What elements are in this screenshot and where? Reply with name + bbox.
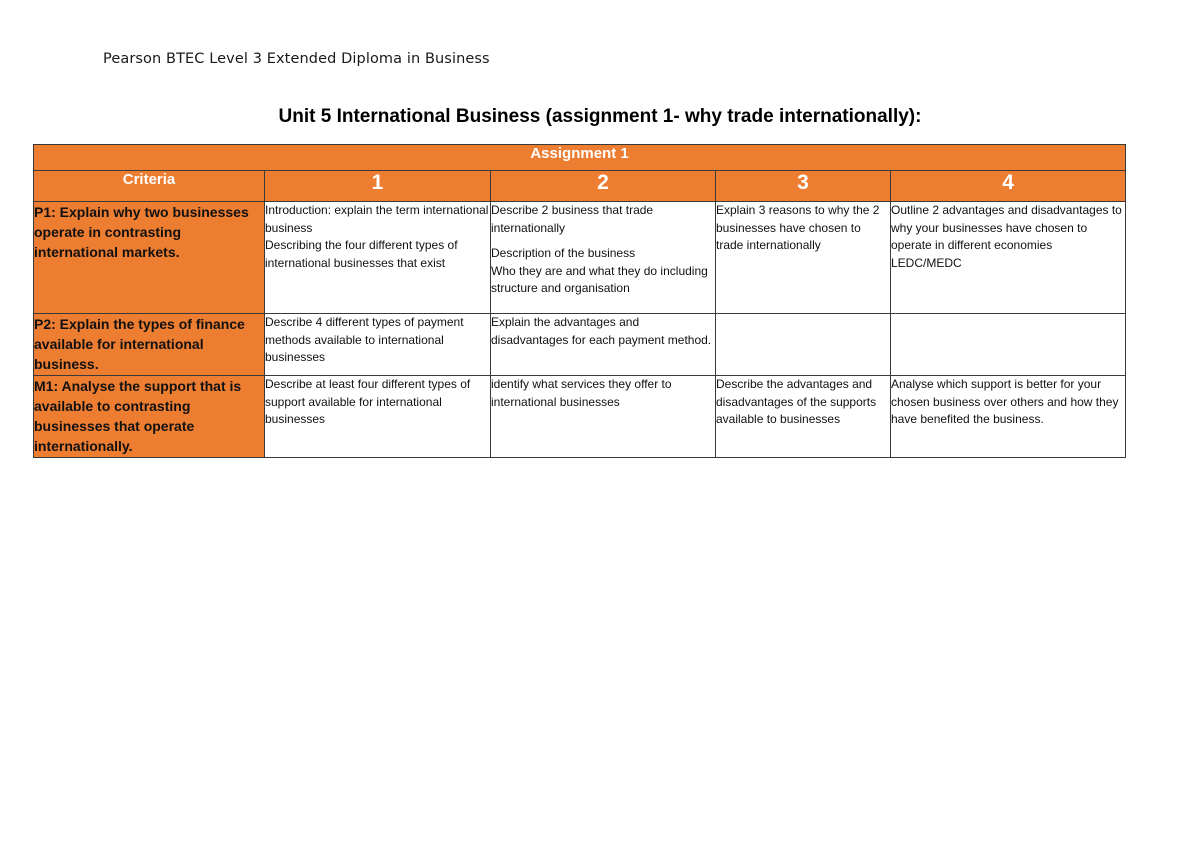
table-cell bbox=[265, 376, 491, 458]
table-row bbox=[34, 314, 1126, 376]
table-header-row bbox=[34, 171, 1126, 202]
table-cell bbox=[891, 202, 1126, 314]
table-cell bbox=[265, 202, 491, 314]
table-cell bbox=[716, 376, 891, 458]
table-cell bbox=[491, 202, 716, 314]
table-cell bbox=[491, 314, 716, 376]
cell-text: Describe 4 different types of payment methods available to international businesses bbox=[265, 315, 464, 364]
cell-text: Description of the business bbox=[491, 246, 636, 260]
document-header: Pearson BTEC Level 3 Extended Diploma in Business bbox=[103, 51, 490, 67]
table-cell bbox=[491, 376, 716, 458]
criteria-text: : Analyse the support that is available to contrasting businesses that operate internationally. bbox=[34, 378, 242, 454]
cell-text: identify what services they offer to international businesses bbox=[491, 377, 672, 409]
cell-text: Explain 3 reasons to why the 2 businesses have chosen to trade internationally bbox=[716, 203, 880, 252]
criteria-column-header: Criteria bbox=[34, 171, 265, 202]
table-row bbox=[34, 202, 1126, 314]
criteria-text: : Explain why two businesses operate in contrasting international markets. bbox=[34, 204, 249, 260]
column-header-2: 2 bbox=[491, 171, 716, 202]
cell-text: Describing the four different types of international businesses that exist bbox=[265, 238, 458, 270]
table-cell bbox=[891, 376, 1126, 458]
column-header-1: 1 bbox=[265, 171, 491, 202]
page-title: Unit 5 International Business (assignment 1- why trade internationally): bbox=[278, 106, 922, 127]
cell-text: Introduction: explain the term international business bbox=[265, 203, 489, 235]
criteria-code: M1 bbox=[34, 378, 54, 394]
cell-spacer bbox=[491, 237, 715, 245]
cell-text: Analyse which support is better for your chosen business over others and how they have benefited the business. bbox=[891, 377, 1119, 426]
table-banner-row bbox=[34, 145, 1126, 171]
assignment-rubric-table bbox=[33, 144, 1126, 458]
cell-text: LEDC/MEDC bbox=[891, 255, 962, 270]
criteria-text: : Explain the types of finance available for international business. bbox=[34, 316, 245, 372]
criteria-code: P2 bbox=[34, 316, 52, 332]
column-header-3: 3 bbox=[716, 171, 891, 202]
column-header-4: 4 bbox=[891, 171, 1126, 202]
cell-text: Describe at least four different types of support available for international businesses bbox=[265, 377, 471, 426]
criteria-cell bbox=[34, 376, 265, 458]
cell-text: Outline 2 advantages and disadvantages to why your businesses have chosen to operate in different economies bbox=[891, 203, 1122, 252]
criteria-cell bbox=[34, 314, 265, 376]
table-row bbox=[34, 376, 1126, 458]
table-cell bbox=[265, 314, 491, 376]
cell-text: Who they are and what they do including structure and organisation bbox=[491, 263, 708, 295]
assignment-banner: Assignment 1 bbox=[34, 145, 1126, 171]
cell-text: Describe the advantages and disadvantages of the supports available to businesses bbox=[716, 377, 877, 426]
cell-text: Describe 2 business that trade internationally bbox=[491, 203, 654, 235]
cell-text: Explain the advantages and disadvantages for each payment method. bbox=[491, 315, 712, 347]
table-cell bbox=[716, 314, 891, 376]
table-cell bbox=[891, 314, 1126, 376]
table-cell bbox=[716, 202, 891, 314]
criteria-cell bbox=[34, 202, 265, 314]
criteria-code: P1 bbox=[34, 204, 52, 220]
